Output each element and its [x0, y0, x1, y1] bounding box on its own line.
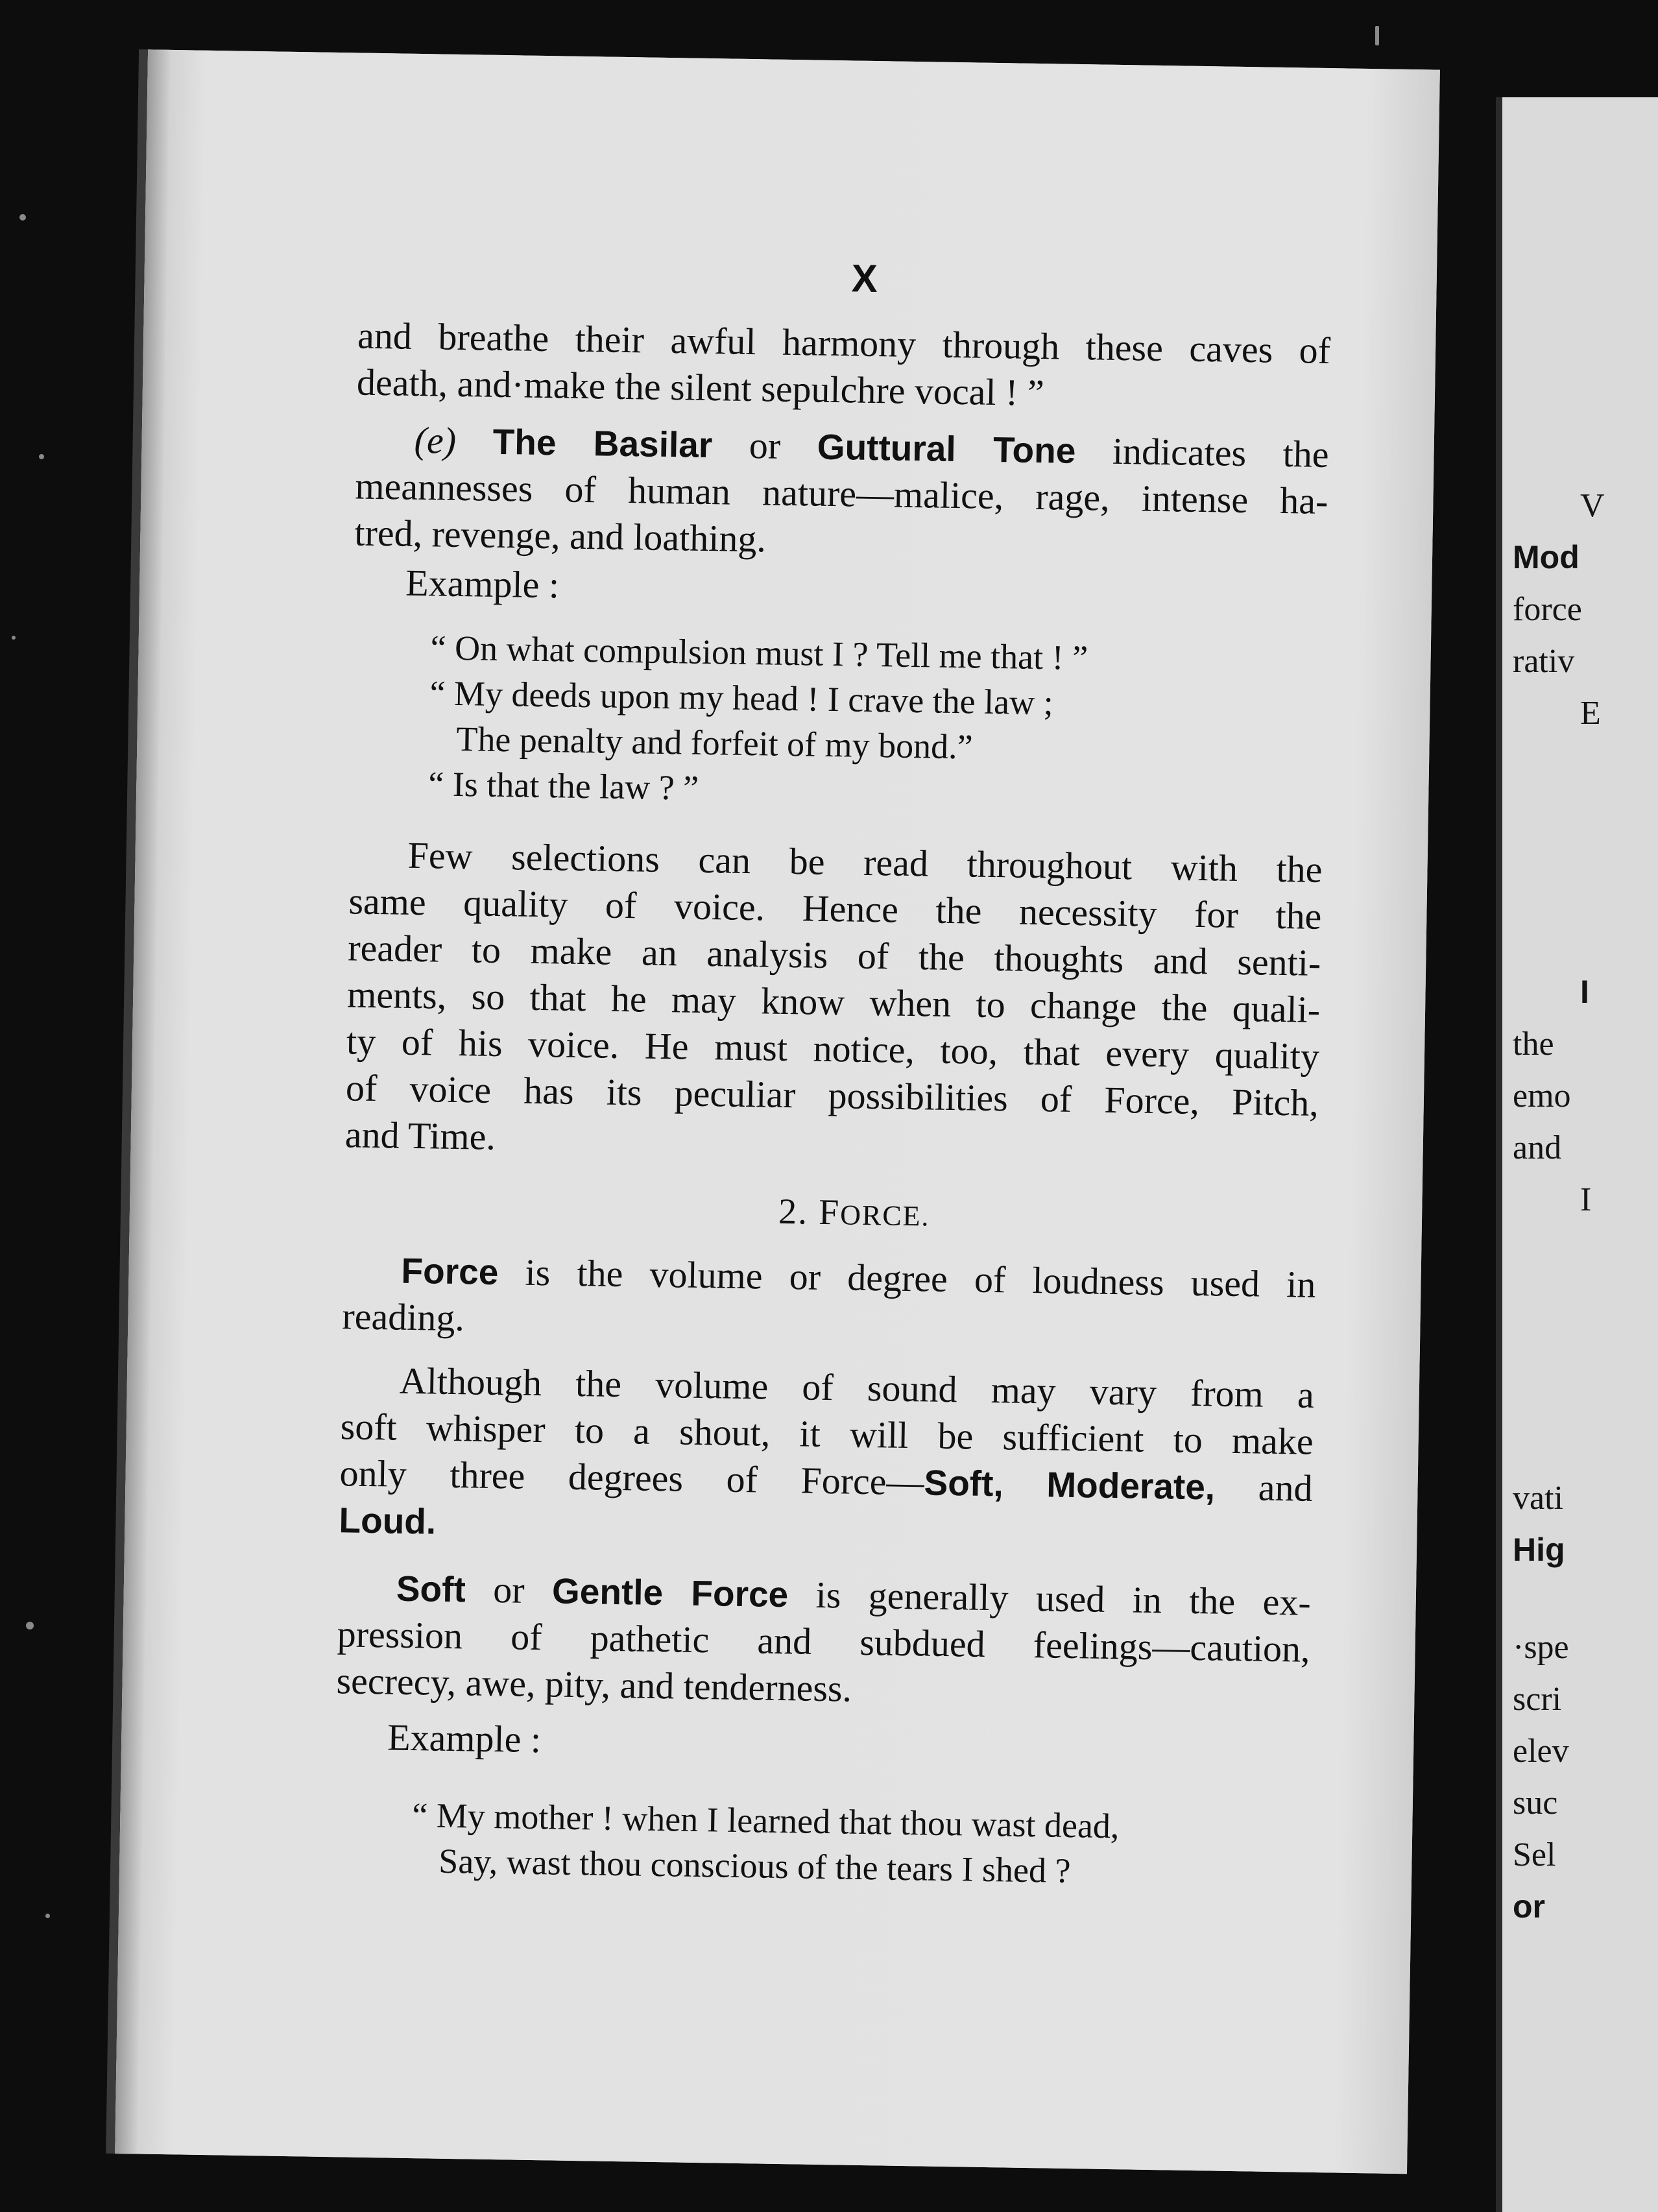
example-label: Example :	[405, 561, 560, 607]
text-line: meannesses of human nature—malice, rage, intense ha-	[355, 464, 1328, 523]
dust-speck	[19, 214, 26, 221]
facing-fragment: emo	[1513, 1077, 1571, 1114]
verse-line: Say, wast thou conscious of the tears I shed ?	[438, 1841, 1071, 1891]
text-line: same quality of voice. Hence the necessity for the	[348, 880, 1322, 937]
text-line: death, and·make the silent sepulchre vocal ! ”	[356, 361, 1045, 415]
facing-fragment: and	[1513, 1129, 1562, 1166]
basilar-tone-paragraph	[354, 416, 1329, 571]
connector-or: or	[492, 1569, 525, 1611]
facing-fragment: vati	[1513, 1480, 1563, 1517]
text-run: is generally used in the ex-	[815, 1573, 1312, 1624]
term-basilar: The Basilar	[492, 421, 713, 466]
text-line: Although the volume of sound may vary from a	[399, 1359, 1315, 1416]
verse-line: “ On what compulsion must I ? Tell me that ! ”	[430, 628, 1088, 678]
facing-fragment: Hig	[1513, 1532, 1565, 1568]
term-soft: Soft,	[924, 1462, 1004, 1504]
page-text	[115, 49, 1440, 2174]
force-definition-paragraph	[342, 1246, 1316, 1355]
term-force: Force	[401, 1250, 499, 1293]
facing-page-cropped	[1502, 97, 1658, 2212]
term-loud: Loud.	[339, 1500, 437, 1542]
verse-line: The penalty and forfeit of my bond.”	[456, 719, 974, 767]
dust-speck	[1375, 26, 1379, 45]
text-run: is the volume or degree of loudness used in	[525, 1251, 1316, 1306]
term-moderate: Moderate,	[1046, 1464, 1216, 1508]
page-folio: X	[851, 256, 878, 301]
facing-fragment: suc	[1513, 1785, 1558, 1821]
facing-fragment: E	[1580, 695, 1601, 732]
term-gentle-force: Gentle Force	[551, 1570, 789, 1615]
text-line: soft whisper to a shout, it will be sufficient to make	[340, 1405, 1314, 1463]
facing-fragment: scri	[1513, 1681, 1562, 1718]
facing-fragment: V	[1580, 487, 1605, 524]
dust-speck	[39, 454, 44, 459]
dust-speck	[26, 1622, 34, 1629]
example-label: Example :	[387, 1716, 542, 1761]
text-run: only three degrees of Force—	[339, 1452, 925, 1504]
facing-fragment: Mod	[1513, 539, 1580, 575]
verse-line: “ My mother ! when I learned that thou wast dead,	[411, 1796, 1120, 1846]
text-line: and breathe their awful harmony through these caves of	[357, 314, 1331, 372]
facing-fragment: ·spe	[1513, 1629, 1569, 1666]
text-line: and Time.	[344, 1113, 496, 1158]
facing-fragment: Sel	[1513, 1836, 1556, 1873]
verse-line: “ Is that the law ? ”	[427, 764, 699, 808]
facing-fragment: force	[1513, 591, 1582, 628]
facing-fragment: I	[1580, 1181, 1592, 1218]
text-line: reading.	[341, 1295, 465, 1340]
verse-line: “ My deeds upon my head ! I crave the law ;	[429, 673, 1054, 723]
text-line: ty of his voice. He must notice, too, that every quality	[346, 1020, 1320, 1077]
term-guttural-tone: Guttural Tone	[817, 426, 1076, 471]
facing-fragment: rativ	[1513, 643, 1575, 680]
verse-quote-2	[411, 1792, 1120, 1894]
text-line: ments, so that he may know when to change the quali-	[346, 973, 1321, 1031]
facing-fragment: elev	[1513, 1733, 1569, 1770]
text-line: of voice has its peculiar possibilities of Force, Pitch,	[345, 1066, 1319, 1124]
facing-fragment: I	[1580, 974, 1589, 1010]
text-line: tred, revenge, and loathing.	[354, 511, 767, 560]
text-line: reader to make an analysis of the thoughts and senti-	[347, 926, 1321, 984]
text-run: and	[1258, 1466, 1314, 1509]
facing-fragment: the	[1513, 1026, 1554, 1063]
section-number: 2.	[778, 1191, 809, 1232]
section-heading-force	[778, 1188, 930, 1240]
section-title-rest: ORCE.	[839, 1199, 930, 1232]
text-line: secrecy, awe, pity, and tenderness.	[336, 1659, 852, 1710]
text-line: pression of pathetic and subdued feelings—caution,	[337, 1613, 1311, 1670]
volume-paragraph	[339, 1356, 1314, 1559]
connector-or: or	[749, 424, 781, 467]
facing-fragment: or	[1513, 1888, 1545, 1925]
soft-force-paragraph	[336, 1564, 1311, 1720]
section-title-initial: F	[818, 1192, 841, 1233]
dust-speck	[45, 1914, 50, 1918]
continuation-paragraph	[357, 312, 1331, 421]
verse-quote-1	[428, 625, 1088, 817]
text-run: indicates the	[1112, 429, 1330, 476]
term-soft-force: Soft	[396, 1568, 466, 1610]
selections-paragraph	[344, 831, 1323, 1173]
item-letter: (e)	[414, 418, 457, 462]
book-page	[115, 49, 1440, 2174]
text-line: Few selections can be read throughout with the	[407, 834, 1323, 891]
dust-speck	[12, 636, 16, 640]
